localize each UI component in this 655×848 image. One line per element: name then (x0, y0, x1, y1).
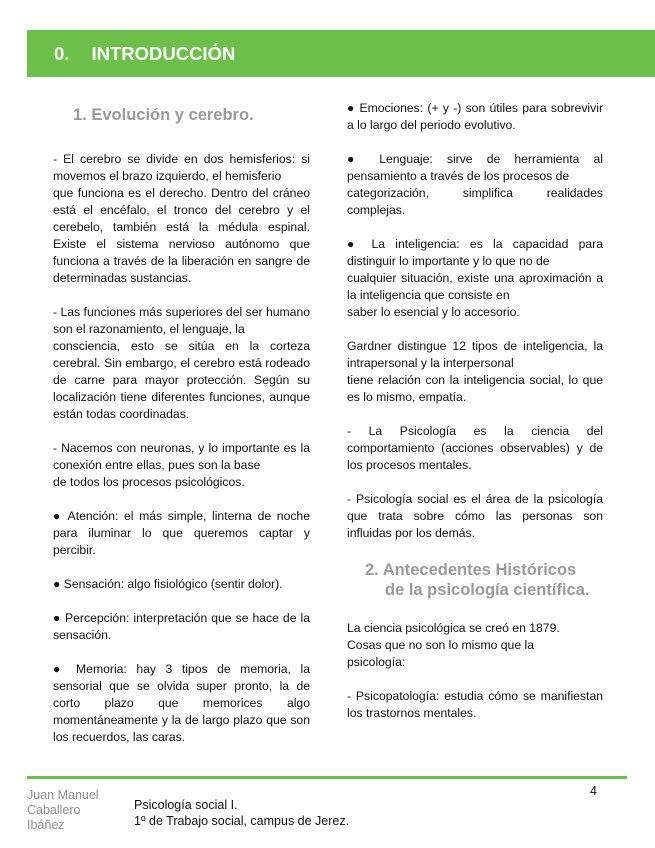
paragraph-line: - Psicopatología: estudia cómo se manifiestan los trastornos mentales. (347, 689, 603, 720)
paragraph (53, 508, 310, 559)
paragraph-line: ● Memoria: hay 3 tipos de memoria, la sensorial que se olvida super pronto, la de corto plazo que memorices algo momentáneamente y la de largo plazo que son los recuerdos, las caras. (53, 662, 310, 744)
paragraph (53, 151, 310, 287)
footer-divider (27, 776, 627, 779)
paragraph-line: categorización, simplifica realidades complejas. (347, 186, 603, 217)
paragraph-line: ● Lenguaje: sirve de herramienta al pensamiento a través de los procesos de (347, 152, 603, 183)
author-line: Juan Manuel (27, 788, 99, 802)
paragraph (53, 661, 310, 746)
section-heading-2-line1: 2. Antecedentes Históricos (365, 561, 577, 579)
paragraph (53, 576, 310, 593)
paragraph-line: - Nacemos con neuronas, y lo importante es la conexión entre ellas, pues son la base (53, 441, 310, 472)
paragraph-line: - Psicología social es el área de la psicología que trata sobre cómo las personas son influidas por los demás. (347, 492, 603, 540)
paragraph (347, 236, 603, 321)
paragraph (53, 440, 310, 491)
paragraph (347, 688, 603, 722)
paragraph-line: cualquier situación, existe una aproximación a la inteligencia que consiste en (347, 271, 603, 302)
paragraph-line: ● Percepción: interpretación que se hace de la sensación. (53, 611, 310, 642)
course-line: 1º de Trabajo social, campus de Jerez. (134, 814, 350, 828)
page-number: 4 (590, 784, 597, 798)
paragraph-line: ● Atención: el más simple, linterna de noche para iluminar lo que queremos captar y percibir. (53, 509, 310, 557)
chapter-banner (27, 30, 655, 77)
paragraph-line: consciencia, esto se sitúa en la corteza cerebral. Sin embargo, el cerebro está rodeado de carne para mayor protección. Según su localización tiene diferentes funciones, aunque están todas coordinadas. (53, 339, 310, 421)
paragraph-line: - La Psicología es la ciencia del comportamiento (acciones observables) y de los procesos mentales. (347, 424, 603, 472)
paragraph-line: ● Sensación: algo fisiológico (sentir dolor). (53, 577, 283, 591)
paragraph (347, 100, 603, 134)
left-column (53, 100, 310, 763)
course-info (134, 797, 349, 829)
chapter-title: INTRODUCCIÓN (91, 42, 236, 64)
paragraph-line: de todos los procesos psicológicos. (53, 475, 245, 489)
course-line: Psicología social I. (134, 798, 238, 812)
paragraph (347, 491, 603, 542)
paragraph (347, 620, 603, 671)
author (27, 788, 122, 833)
paragraph-line: tiene relación con la inteligencia social, lo que es lo mismo, empatía. (347, 373, 603, 404)
right-column (347, 100, 603, 739)
left-paragraphs (53, 151, 310, 746)
right-paragraphs (347, 100, 603, 542)
paragraph-line: - El cerebro se divide en dos hemisferios: si movemos el brazo izquierdo, el hemisferio (53, 152, 310, 183)
paragraph (53, 304, 310, 423)
author-line: Ibáñez (27, 818, 65, 832)
paragraph-line: ● La inteligencia: es la capacidad para distinguir lo importante y lo que no de (347, 237, 603, 268)
paragraph-line: ● Emociones: (+ y -) son útiles para sobrevivir a lo largo del periodo evolutivo. (347, 101, 603, 132)
author-line: Caballero (27, 803, 81, 817)
right-paragraphs-2 (347, 620, 603, 722)
paragraph-line: Cosas que no son lo mismo que la (347, 638, 534, 652)
section-heading-2 (347, 560, 603, 600)
paragraph-line: saber lo esencial y lo accesorio. (347, 305, 520, 319)
chapter-number: 0. (54, 42, 70, 64)
paragraph-line: psicología: (347, 655, 406, 669)
paragraph-line: Gardner distingue 12 tipos de inteligencia, la intrapersonal y la interpersonal (347, 339, 603, 370)
paragraph (347, 423, 603, 474)
section-heading-2-line2: de la psicología científica. (385, 581, 590, 599)
paragraph-line: que funciona es el derecho. Dentro del cráneo está el encéfalo, el tronco del cerebro y el cerebelo, también está la médula espinal. Existe el sistema nervioso autónomo que funciona a través de la liberación en sangre de determinadas sustancias. (53, 186, 310, 285)
paragraph (347, 151, 603, 219)
paragraph-line: - Las funciones más superiores del ser humano son el razonamiento, el lenguaje, la (53, 305, 310, 336)
section-heading: 1. Evolución y cerebro. (73, 106, 254, 124)
paragraph (347, 338, 603, 406)
paragraph-line: La ciencia psicológica se creó en 1879. (347, 621, 560, 635)
paragraph (53, 610, 310, 644)
